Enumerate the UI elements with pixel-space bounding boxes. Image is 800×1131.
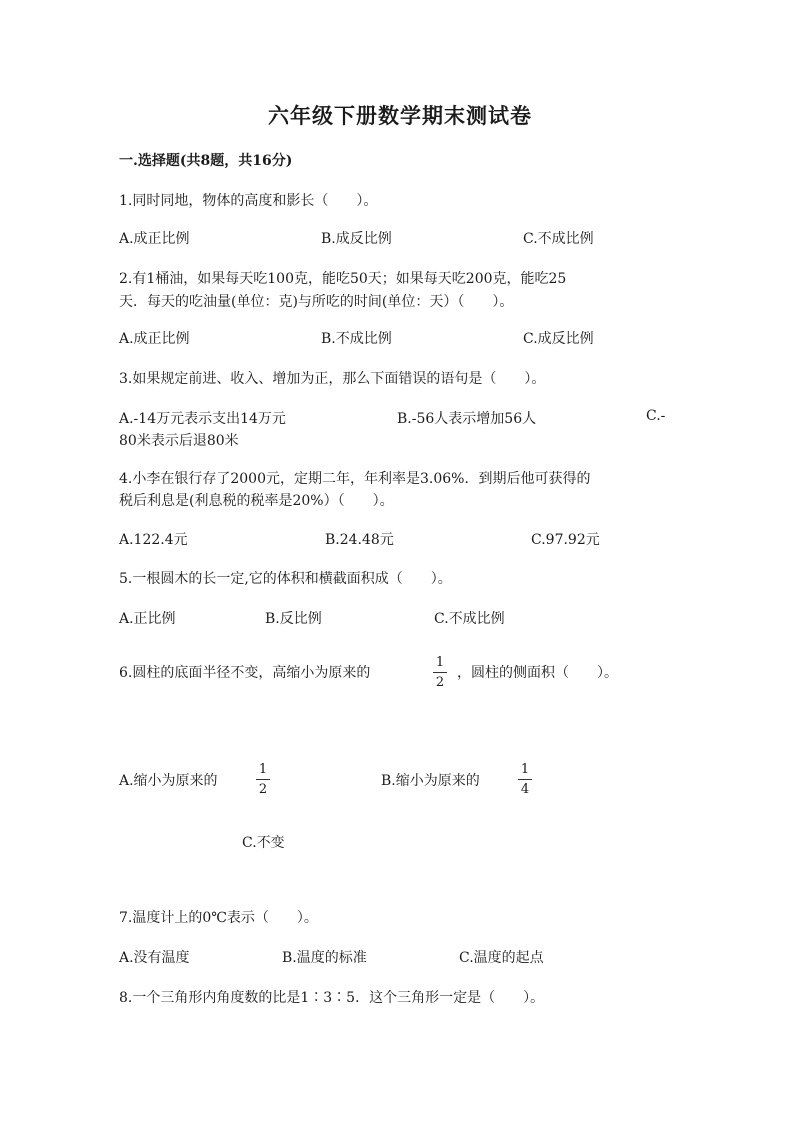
fraction-numerator: 1: [520, 762, 530, 777]
question-5-option-a[interactable]: A.正比例: [119, 611, 176, 627]
question-6-option-b-fraction: [518, 762, 532, 797]
question-1-option-a[interactable]: A.成正比例: [119, 231, 190, 247]
question-4-option-a[interactable]: A.122.4元: [119, 532, 188, 548]
question-2-stem-line-1: 2.有1桶油，如果每天吃100克，能吃50天；如果每天吃200克，能吃25: [119, 271, 567, 287]
question-7-stem: 7.温度计上的0℃表示（ ）。: [119, 910, 318, 926]
question-7-option-c[interactable]: C.温度的起点: [459, 950, 544, 966]
question-2-stem-line-2: 天．每天的吃油量(单位：克)与所吃的时间(单位：天）（ ）。: [119, 294, 514, 310]
question-2-option-b[interactable]: B.不成比例: [321, 331, 392, 347]
question-2-option-a[interactable]: A.成正比例: [119, 331, 190, 347]
fraction-bar: [518, 779, 532, 780]
fraction-denominator: 4: [520, 782, 530, 797]
page-title: 六年级下册数学期末测试卷: [268, 103, 532, 128]
question-6-option-c[interactable]: C.不变: [242, 835, 285, 851]
question-6-stem-part-1: 6.圆柱的底面半径不变，高缩小为原来的: [119, 665, 371, 681]
question-7-option-b[interactable]: B.温度的标准: [282, 950, 367, 966]
question-6-option-b[interactable]: B.缩小为原来的: [381, 773, 480, 789]
question-3-option-a[interactable]: A.-14万元表示支出14万元: [119, 411, 286, 427]
question-5-option-c[interactable]: C.不成比例: [434, 611, 505, 627]
fraction-denominator: 2: [435, 675, 445, 690]
question-4-stem-line-2: 税后利息是(利息税的税率是20%）（ ）。: [119, 493, 394, 509]
question-3-stem: 3.如果规定前进、收入、增加为正，那么下面错误的语句是（ ）。: [119, 371, 546, 387]
question-8-stem: 8.一个三角形内角度数的比是1∶3∶5．这个三角形一定是（ ）。: [119, 990, 545, 1006]
question-1-stem: 1.同时同地，物体的高度和影长（ ）。: [119, 193, 378, 209]
question-3-option-c[interactable]: C.-: [646, 408, 666, 424]
fraction-numerator: 1: [435, 655, 445, 670]
question-7-option-a[interactable]: A.没有温度: [119, 950, 190, 966]
question-4-option-c[interactable]: C.97.92元: [531, 532, 600, 548]
fraction-bar: [433, 672, 447, 673]
question-6-stem-part-2: ，圆柱的侧面积（ ）。: [457, 665, 618, 681]
fraction-bar: [256, 779, 270, 780]
question-2-option-c[interactable]: C.成反比例: [523, 331, 594, 347]
question-3-option-c-continued: 80米表示后退80米: [119, 433, 239, 449]
question-4-stem-line-1: 4.小李在银行存了2000元，定期二年，年利率是3.06%．到期后他可获得的: [119, 471, 591, 487]
fraction-numerator: 1: [258, 762, 268, 777]
section-heading: 一.选择题(共8题，共16分): [119, 153, 293, 169]
question-5-option-b[interactable]: B.反比例: [265, 611, 322, 627]
question-4-option-b[interactable]: B.24.48元: [325, 532, 394, 548]
fraction-denominator: 2: [258, 782, 268, 797]
question-6-option-a-fraction: [256, 762, 270, 797]
question-5-stem: 5.一根圆木的长一定,它的体积和横截面积成（ ）。: [119, 571, 452, 587]
question-3-option-b[interactable]: B.-56人表示增加56人: [397, 411, 537, 427]
question-6-option-a[interactable]: A.缩小为原来的: [119, 773, 218, 789]
question-1-option-b[interactable]: B.成反比例: [321, 231, 392, 247]
question-6-stem-fraction: [433, 655, 447, 690]
question-1-option-c[interactable]: C.不成比例: [523, 231, 594, 247]
